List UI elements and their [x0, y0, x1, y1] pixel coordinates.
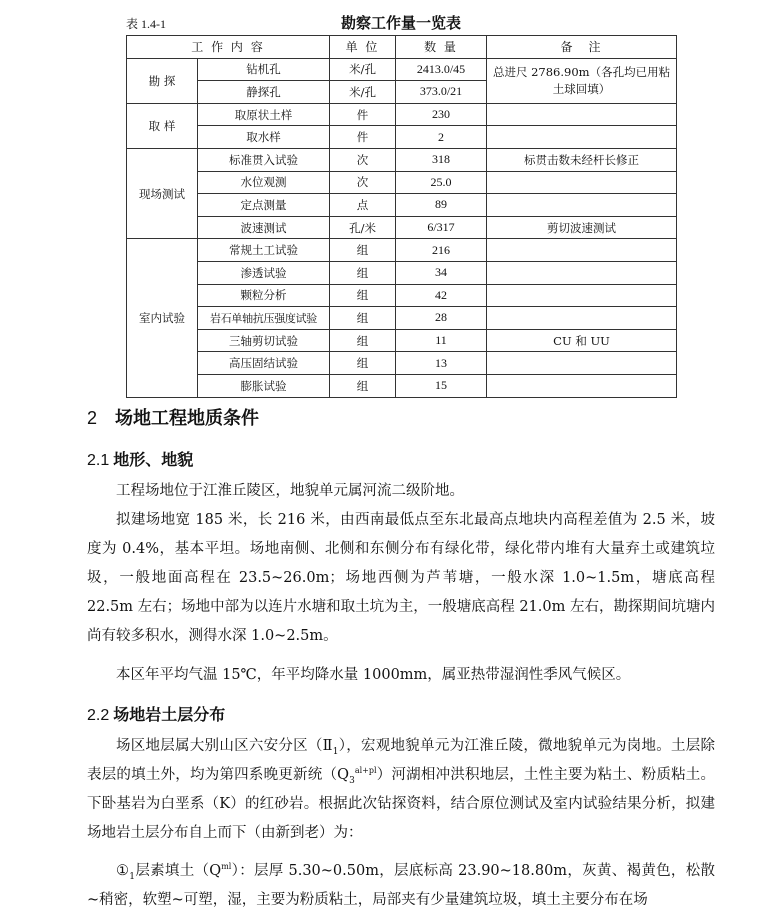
- table-number: 表 1.4-1: [126, 17, 166, 31]
- qty-cell: 13: [396, 352, 487, 375]
- table-row: [127, 194, 677, 217]
- qty-cell: 2413.0/45: [396, 58, 487, 81]
- qty-cell: 42: [396, 284, 487, 307]
- superscript: ml: [221, 862, 232, 872]
- group-cell: 取 样: [127, 103, 198, 148]
- note-cell: 标贯击数未经杆长修正: [487, 148, 677, 171]
- item-cell: 膨胀试验: [198, 374, 330, 397]
- survey-workload-table: [126, 35, 677, 398]
- subscript: 1: [332, 746, 339, 757]
- note-cell: [487, 284, 677, 307]
- note-cell: [487, 374, 677, 397]
- table-row: [127, 103, 677, 126]
- table-row: [127, 374, 677, 397]
- table-row: [127, 329, 677, 352]
- qty-cell: 25.0: [396, 171, 487, 194]
- text-run: ）：层厚 5.30~0.50m，层底标高 23.90~18.80m，灰黄、褐黄色，松散~稍密，软塑~可塑，湿，主要为粉质粘土，局部夹有少量建筑垃圾，填土主要分布在场: [87, 863, 716, 908]
- item-cell: 标准贯入试验: [198, 148, 330, 171]
- unit-cell: 米/孔: [330, 58, 396, 81]
- table-header-row: [127, 36, 677, 59]
- unit-cell: 点: [330, 194, 396, 217]
- table-title: 勘察工作量一览表: [340, 14, 461, 32]
- header-unit: 单 位: [330, 36, 396, 59]
- table-row: [127, 148, 677, 171]
- qty-cell: 373.0/21: [396, 81, 487, 104]
- unit-cell: 组: [330, 307, 396, 330]
- text-run: ）河湖相冲洪积地层，土性主要为粘土、粉质粘土。下卧基岩为白垩系（K）的红砂岩。根据此次钻探资料，结合原位测试及室内试验结果分析，拟建场地岩土层分布自上而下（由新到老）为：: [87, 767, 716, 841]
- table-row: [127, 216, 677, 239]
- note-cell: [487, 239, 677, 262]
- paragraph: [87, 857, 715, 915]
- qty-cell: 6/317: [396, 216, 487, 239]
- subsection-number: 2.1: [87, 452, 110, 469]
- header-content: 工 作 内 容: [127, 36, 330, 59]
- group-cell: 室内试验: [127, 239, 198, 397]
- qty-cell: 318: [396, 148, 487, 171]
- text-run: 层素填土（Q: [135, 863, 222, 879]
- unit-cell: 件: [330, 103, 396, 126]
- section-number: 2: [87, 408, 98, 428]
- table-row: [127, 352, 677, 375]
- note-cell: [487, 194, 677, 217]
- section-2-2-heading: [87, 702, 225, 725]
- paragraph: 工程场地位于江淮丘陵区，地貌单元属河流二级阶地。: [116, 483, 464, 499]
- note-cell: 剪切波速测试: [487, 216, 677, 239]
- item-cell: 波速测试: [198, 216, 330, 239]
- qty-cell: 28: [396, 307, 487, 330]
- text-run: 场区地层属大别山区六安分区（Ⅱ: [116, 738, 333, 754]
- subsection-number: 2.2: [87, 707, 110, 724]
- subscript: 1: [129, 871, 136, 882]
- table-row: [127, 239, 677, 262]
- qty-cell: 216: [396, 239, 487, 262]
- header-note: 备 注: [487, 36, 677, 59]
- note-cell: [487, 307, 677, 330]
- group-cell: 勘 探: [127, 58, 198, 103]
- qty-cell: 230: [396, 103, 487, 126]
- text-run: ），宏观地貌单元为江淮丘陵，微地貌单元为岗地。土层除表层的填土外，均为第四系晚更新统（Q: [87, 738, 716, 783]
- paragraph: [87, 732, 715, 848]
- circled-number: ①: [116, 863, 130, 879]
- unit-cell: 组: [330, 239, 396, 262]
- table-row: [127, 171, 677, 194]
- item-cell: 钻机孔: [198, 58, 330, 81]
- note-cell: [487, 171, 677, 194]
- item-cell: 水位观测: [198, 171, 330, 194]
- unit-cell: 次: [330, 148, 396, 171]
- header-qty: 数 量: [396, 36, 487, 59]
- note-cell: [487, 261, 677, 284]
- qty-cell: 2: [396, 126, 487, 149]
- note-cell: CU 和 UU: [487, 329, 677, 352]
- item-cell: 岩石单轴抗压强度试验: [198, 307, 330, 330]
- paragraph: 本区年平均气温 15℃，年平均降水量 1000mm，属亚热带湿润性季风气候区。: [116, 667, 631, 683]
- item-cell: 渗透试验: [198, 261, 330, 284]
- paragraph: 拟建场地宽 185 米，长 216 米，由西南最低点至东北最高点地块内高程差值为 2.5 米，坡度为 0.4%，基本平坦。场地南侧、北侧和东侧分布有绿化带，绿化带内堆有大量弃土或建筑垃圾，一般地面高程在 23.5~26.0m；场地西侧为芦苇塘，一般水深 1.0~1.5m，塘底高程 22.5m 左右；场地中部为以连片水塘和取土坑为主，一般塘底高程 21.0m 左右，勘探期间坑塘内尚有较多积水，测得水深 1.0~2.5m。: [87, 512, 715, 644]
- unit-cell: 组: [330, 374, 396, 397]
- unit-cell: 组: [330, 352, 396, 375]
- item-cell: 常规土工试验: [198, 239, 330, 262]
- item-cell: 高压固结试验: [198, 352, 330, 375]
- section-2-heading: [87, 404, 259, 430]
- unit-cell: 组: [330, 284, 396, 307]
- qty-cell: 11: [396, 329, 487, 352]
- qty-cell: 34: [396, 261, 487, 284]
- table-row: [127, 58, 677, 81]
- group-cell: 现场测试: [127, 148, 198, 238]
- item-cell: 取原状土样: [198, 103, 330, 126]
- qty-cell: 15: [396, 374, 487, 397]
- note-cell: [487, 103, 677, 126]
- qty-cell: 89: [396, 194, 487, 217]
- item-cell: 取水样: [198, 126, 330, 149]
- item-cell: 静探孔: [198, 81, 330, 104]
- unit-cell: 件: [330, 126, 396, 149]
- superscript: al+pl: [354, 766, 377, 776]
- table-caption: [126, 10, 676, 32]
- section-title: 场地工程地质条件: [115, 408, 260, 429]
- item-cell: 三轴剪切试验: [198, 329, 330, 352]
- note-cell: 总进尺 2786.90m（各孔均已用粘土球回填）: [487, 58, 677, 103]
- section-2-1-heading: [87, 447, 193, 470]
- unit-cell: 组: [330, 329, 396, 352]
- unit-cell: 孔/米: [330, 216, 396, 239]
- unit-cell: 米/孔: [330, 81, 396, 104]
- note-cell: [487, 126, 677, 149]
- item-cell: 定点测量: [198, 194, 330, 217]
- note-cell: [487, 352, 677, 375]
- unit-cell: 次: [330, 171, 396, 194]
- subsection-title: 地形、地貌: [113, 450, 194, 469]
- table-row: [127, 284, 677, 307]
- table-row: [127, 126, 677, 149]
- table-row: [127, 261, 677, 284]
- subsection-title: 场地岩土层分布: [113, 705, 226, 724]
- unit-cell: 组: [330, 261, 396, 284]
- item-cell: 颗粒分析: [198, 284, 330, 307]
- subscript: 3: [349, 775, 355, 786]
- table-row: [127, 307, 677, 330]
